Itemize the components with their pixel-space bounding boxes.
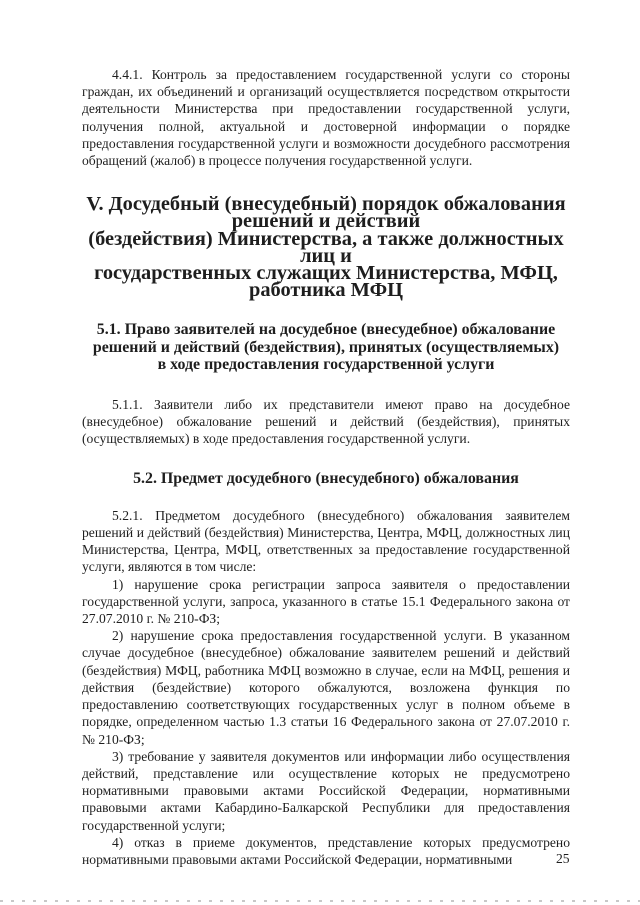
scan-edge-artifact — [0, 900, 640, 902]
document-body — [82, 66, 570, 868]
section-v-heading-line-3: государственных служащих Министерства, МФЦ, работника МФЦ — [94, 262, 558, 302]
subsection-5-1-heading-line-1: 5.1. Право заявителей на досудебное (внесудебное) обжалование — [96, 321, 556, 339]
list-item-2: 2) нарушение срока предоставления государственной услуги. В указанном случае досудебное (внесудебное) обжалование заявителем решений и действий (бездействия) МФЦ, работника МФЦ возможно в случае, если на МФЦ, решения и действия (бездействие) которого обжалуются, возложена функция по предоставлению соответствующих государственных услуг в полном объеме в порядке, определенном частью 1.3 статьи 16 Федерального закона от 27.07.2010 г. № 210-ФЗ; — [82, 628, 570, 747]
section-v-heading-line-1: V. Досудебный (внесудебный) порядок обжалования решений и действий — [86, 193, 566, 233]
intro-paragraph: 4.4.1. Контроль за предоставлением государственной услуги со стороны граждан, их объединений и организаций осуществляется посредством открытости деятельности Министерства при предоставлении государственной услуги, получения полной, актуальной и достоверной информации о порядке предоставления государственной услуги и возможности досудебного рассмотрения обращений (жалоб) в процессе получения государственной услуги. — [82, 67, 570, 169]
list-item-4: 4) отказ в приеме документов, представление которых предусмотрено нормативными правовыми актами Российской Федерации, нормативными — [82, 834, 570, 867]
subsection-5-1-heading — [82, 321, 570, 373]
subsection-5-1-heading-line-3: в ходе предоставления государственной услуги — [157, 355, 495, 373]
paragraph-5-2-1: 5.2.1. Предметом досудебного (внесудебного) обжалования заявителем решений и действий (бездействия) Министерства, Центра, МФЦ, должностных лиц Министерства, Центра, МФЦ, ответственных за предоставление государственной услуги, являются в том числе: — [82, 507, 570, 575]
subsection-5-1-heading-line-2: решений и действий (бездействия), принятых (осуществляемых) — [92, 338, 560, 356]
subsection-5-2-heading: 5.2. Предмет досудебного (внесудебного) обжалования — [133, 469, 519, 487]
section-v-heading — [82, 193, 570, 302]
list-item-1: 1) нарушение срока регистрации запроса заявителя о предоставлении государственной услуги, запроса, указанного в статье 15.1 Федерального закона от 27.07.2010 г. № 210-ФЗ; — [82, 576, 570, 627]
list-item-3: 3) требование у заявителя документов или информации либо осуществления действий, представление или осуществление которых не предусмотрено нормативными правовыми актами Российской Федерации, нормативными правовыми актами Кабардино-Балкарской Республики для предоставления государственной услуги; — [82, 748, 570, 833]
page-number: 25 — [556, 851, 570, 866]
section-v-heading-line-2: (бездействия) Министерства, а также должностных лиц и — [88, 227, 564, 267]
paragraph-5-1-1: 5.1.1. Заявители либо их представители имеют право на досудебное (внесудебное) обжалование решений и действий (бездействия), принятых (осуществляемых) в ходе предоставления государственной услуги. — [82, 397, 570, 447]
